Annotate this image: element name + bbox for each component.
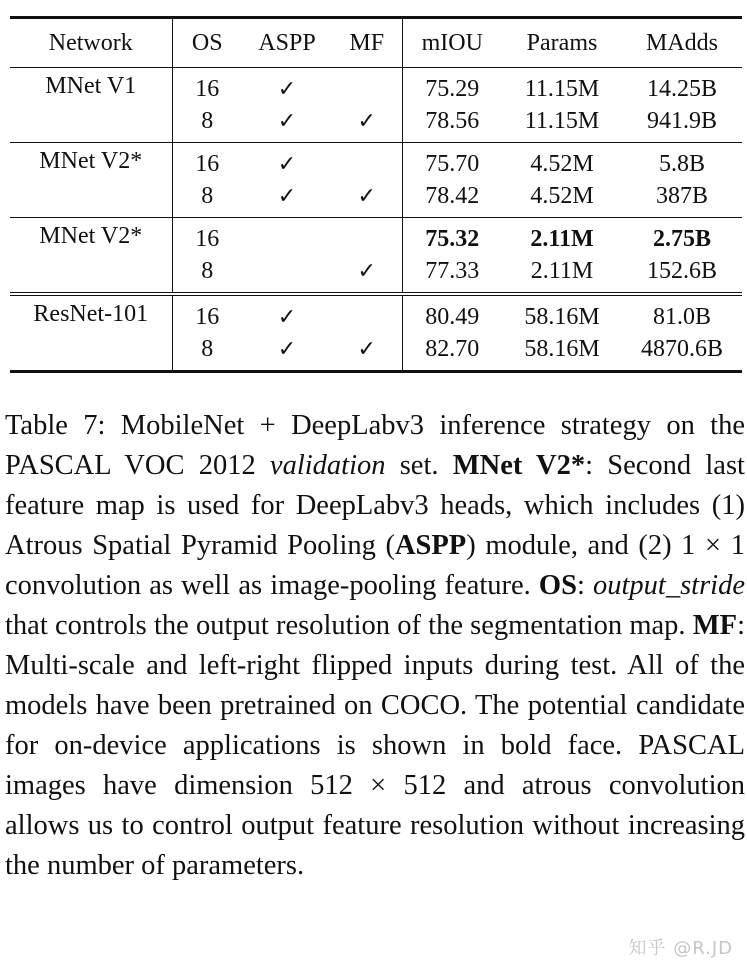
cell-network [10,180,172,218]
cell-miou: 75.32 [402,218,502,256]
cell-os: 16 [172,143,242,181]
table-row [10,68,742,106]
caption-text: : Second last feature map is used for DeepLabv3 heads, which includes (1) Atrous Spatial Pyramid Pooling ( [5,450,745,561]
cell-mf: ✓ [332,255,402,294]
cell-params: 11.15M [524,107,600,134]
cell-aspp [242,255,332,294]
cell-params: 4.52M [530,182,594,209]
caption-text: : Multi-scale and left-right flipped inputs during test. All of the models have been pretrained on COCO. The potential candidate for on-device applications is shown in bold face. PASCAL images have dimension 512 × 512 and atrous convolution allows us to control output feature resolution without increasing the number of parameters. [5,610,745,881]
cell-network: MNet V2* [10,143,172,181]
caption-bold-mnet: MNet V2* [452,450,586,481]
cell-params: 58.16M [502,333,622,372]
cell-madds: 81.0B [622,294,742,333]
cell-network: MNet V1 [10,68,172,106]
cell-aspp: ✓ [277,108,297,134]
cell-params: 11.15M [502,68,622,106]
header-miou: mIOU [421,29,483,56]
cell-miou: 80.49 [402,294,502,333]
header-mf: MF [332,18,402,68]
caption-italic-output-stride: output_stride [592,570,745,601]
table-row [10,294,742,333]
header-params: Params [526,29,598,56]
table-group [10,294,742,372]
cell-mf: ✓ [332,333,402,372]
header-madds: MAdds [645,29,718,56]
cell-network [10,105,172,143]
table-row [10,333,742,372]
cell-aspp: ✓ [242,68,332,106]
cell-network [10,255,172,294]
header-os: OS [191,29,223,56]
cell-params: 58.16M [502,294,622,333]
cell-miou: 75.70 [402,143,502,181]
cell-madds: 14.25B [622,68,742,106]
cell-network: ResNet-101 [10,294,172,333]
cell-mf [332,218,402,256]
cell-os: 8 [201,182,214,209]
cell-miou: 82.70 [402,333,502,372]
cell-os: 16 [172,68,242,106]
cell-params: 4.52M [502,143,622,181]
cell-params: 2.11M [530,257,594,284]
cell-madds: 2.75B [622,218,742,256]
table-row [10,218,742,256]
cell-aspp: ✓ [242,294,332,333]
header-network: Network [10,18,172,68]
cell-aspp: ✓ [242,143,332,181]
cell-mf [332,294,402,333]
caption-text: Table 7: MobileNet + DeepLabv3 inference strategy on the PASCAL VOC 2012 [5,410,745,481]
cell-mf: ✓ [332,180,402,218]
cell-network: MNet V2* [10,218,172,256]
table-row [10,255,742,294]
caption-text: : [576,570,593,601]
table-row [10,180,742,218]
cell-aspp: ✓ [277,183,297,209]
cell-miou: 78.56 [425,107,480,134]
caption-bold-aspp: ASPP [394,530,467,561]
cell-os: 16 [172,294,242,333]
cell-mf [332,68,402,106]
cell-madds: 5.8B [622,143,742,181]
table-caption [5,406,745,886]
caption-bold-os: OS [538,570,577,601]
cell-miou: 75.29 [402,68,502,106]
caption-text: ) module, and (2) 1 × 1 convolution as well as image-pooling feature. [5,530,745,601]
cell-aspp: ✓ [242,333,332,372]
header-row [10,18,742,68]
cell-aspp [242,218,332,256]
cell-madds: 4870.6B [622,333,742,372]
cell-madds: 941.9B [646,107,717,134]
cell-miou: 77.33 [425,257,480,284]
cell-os: 8 [201,107,214,134]
cell-os: 8 [201,257,214,284]
caption-text: set. [385,450,453,481]
caption-text: that controls the output resolution of the segmentation map. [5,610,693,641]
cell-madds: 387B [655,182,708,209]
cell-params: 2.11M [502,218,622,256]
table-group [10,218,742,295]
table-group [10,143,742,218]
watermark: 知乎 @R.JD [628,938,733,959]
cell-os: 16 [172,218,242,256]
cell-mf [332,143,402,181]
cell-mf: ✓ [332,105,402,143]
table-row [10,143,742,181]
results-table [10,16,742,373]
table-group [10,68,742,143]
header-aspp: ASPP [258,29,316,56]
cell-miou: 78.42 [425,182,480,209]
cell-os: 8 [172,333,242,372]
cell-network [10,333,172,372]
caption-italic-validation: validation [269,450,386,481]
cell-madds: 152.6B [646,257,717,284]
table-row [10,105,742,143]
caption-bold-mf: MF [692,610,738,641]
